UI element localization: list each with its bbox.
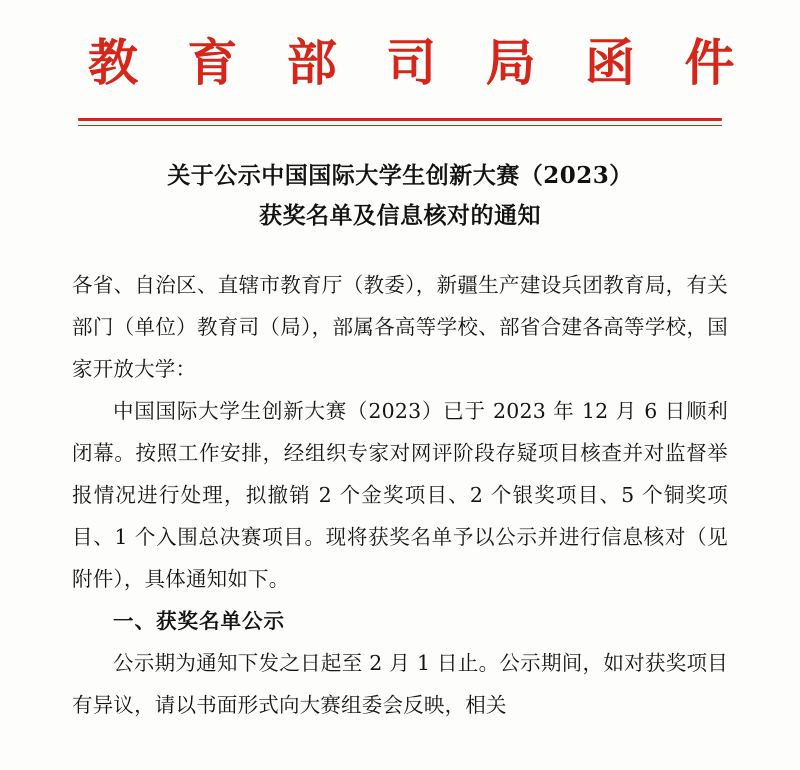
- document-title-line-2: 获奖名单及信息核对的通知: [259, 201, 541, 229]
- opening-paragraph: 中国国际大学生创新大赛（2023）已于 2023 年 12 月 6 日顺利闭幕。按照工作安排，经组织专家对网评阶段存疑项目核查并对监督举报情况进行处理，拟撤销 2 个金奖项目、2 个银奖项目、5 个铜奖项目、1 个入围总决赛项目。现将获奖名单予以公示并进行信息核对（见附件），具体通知如下。: [72, 399, 728, 592]
- document-title: [72, 156, 728, 237]
- masthead: [72, 0, 751, 92]
- divider-thick-line: [78, 118, 722, 121]
- document-body: [72, 264, 728, 726]
- addressee-paragraph: 各省、自治区、直辖市教育厅（教委），新疆生产建设兵团教育局，有关部门（单位）教育司（局），部属各高等学校、部省合建各高等学校，国家开放大学：: [72, 273, 728, 382]
- document-title-line-1: 关于公示中国国际大学生创新大赛（2023）: [167, 161, 633, 189]
- masthead-title: 教 育 部 司 局 函 件: [88, 33, 751, 92]
- header-divider: [72, 118, 728, 126]
- publicity-period-paragraph: 公示期为通知下发之日起至 2 月 1 日止。公示期间，如对获奖项目有异议，请以书面形式向大赛组委会反映，相关: [72, 651, 728, 718]
- divider-thin-line: [78, 125, 722, 126]
- section-heading-award-list-publicity: 一、获奖名单公示: [113, 609, 285, 634]
